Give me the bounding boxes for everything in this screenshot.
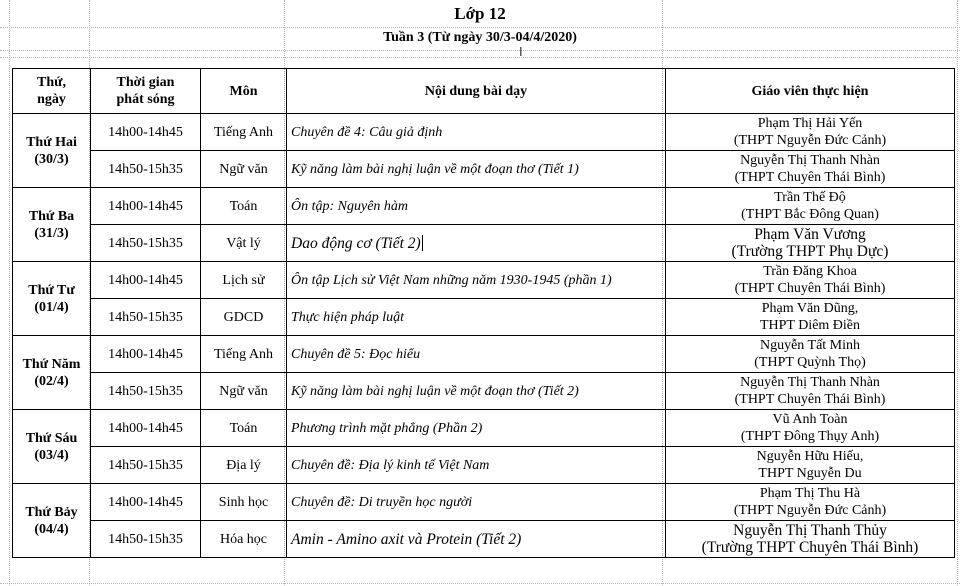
- time-cell: 14h50-15h35: [91, 151, 201, 188]
- teacher-school: (THPT Nguyễn Đức Cảnh): [733, 133, 887, 148]
- subject-cell: Toán: [201, 410, 287, 447]
- time-cell: 14h50-15h35: [91, 373, 201, 410]
- teacher-cell: [666, 188, 955, 225]
- day-date: (02/4): [34, 373, 69, 389]
- time-cell: 14h00-14h45: [91, 114, 201, 151]
- column-header-day-line: Thứ,: [36, 75, 67, 90]
- time-cell: 14h00-14h45: [91, 484, 201, 521]
- teacher-cell: [666, 151, 955, 188]
- subject-cell: Tiếng Anh: [201, 336, 287, 373]
- teacher-school: (THPT Nguyễn Đức Cảnh): [733, 503, 887, 518]
- content-cell[interactable]: [287, 225, 666, 262]
- time-cell: 14h00-14h45: [91, 262, 201, 299]
- gridline-vertical: [957, 0, 958, 586]
- day-name: Thứ Bảy: [25, 504, 78, 520]
- class-title: Lớp 12: [454, 4, 506, 23]
- day-name: Thứ Tư: [28, 282, 75, 298]
- teacher-school: THPT Diêm Điền: [759, 318, 861, 333]
- teacher-school: THPT Nguyễn Du: [758, 466, 862, 481]
- subject-cell: GDCD: [201, 299, 287, 336]
- day-cell: [13, 484, 91, 558]
- table-row: [13, 299, 955, 336]
- gridline-vertical: [9, 0, 10, 586]
- subject-cell: Ngữ văn: [201, 373, 287, 410]
- gridline-horizontal: [0, 27, 960, 28]
- day-cell: [13, 336, 91, 410]
- day-date: (04/4): [34, 521, 69, 537]
- content-cell: Chuyên đề 5: Đọc hiểu: [287, 336, 666, 373]
- subject-cell: Ngữ văn: [201, 151, 287, 188]
- teacher-school: (THPT Chuyên Thái Bình): [734, 281, 886, 296]
- time-cell: 14h00-14h45: [91, 336, 201, 373]
- day-cell: [13, 410, 91, 484]
- time-cell: 14h50-15h35: [91, 225, 201, 262]
- subject-cell: Vật lý: [201, 225, 287, 262]
- table-row: [13, 521, 955, 558]
- teacher-school: (THPT Bắc Đông Quan): [741, 207, 879, 222]
- column-header-time-line: Thời gian: [116, 75, 175, 90]
- content-cell: Chuyên đề 4: Câu giả định: [287, 114, 666, 151]
- teacher-cell: [666, 225, 955, 262]
- time-cell: 14h50-15h35: [91, 447, 201, 484]
- teacher-cell: [666, 114, 955, 151]
- content-cell: Ôn tập Lịch sử Việt Nam những năm 1930-1945 (phần 1): [287, 262, 666, 299]
- content-cell: Chuyên đề: Địa lý kinh tế Việt Nam: [287, 447, 666, 484]
- teacher-cell: [666, 447, 955, 484]
- day-cell: [13, 114, 91, 188]
- content-cell: Amin - Amino axit và Protein (Tiết 2): [287, 521, 666, 558]
- teacher-name: Nguyễn Hữu Hiếu,: [756, 449, 864, 464]
- day-date: (01/4): [34, 299, 69, 315]
- subject-cell: Sinh học: [201, 484, 287, 521]
- teacher-school: (Trường THPT Phụ Dực): [731, 243, 889, 260]
- day-cell: [13, 188, 91, 262]
- day-date: (31/3): [34, 225, 69, 241]
- column-header-teacher: Giáo viên thực hiện: [666, 69, 955, 114]
- teacher-cell: [666, 262, 955, 299]
- teacher-name: Trần Thế Độ: [774, 190, 846, 205]
- schedule-table: [12, 68, 955, 558]
- subject-cell: Tiếng Anh: [201, 114, 287, 151]
- teacher-cell: [666, 521, 955, 558]
- teacher-school: (THPT Quỳnh Thọ): [754, 355, 866, 370]
- content-text: Dao động cơ (Tiết 2): [291, 234, 421, 252]
- day-cell: [13, 262, 91, 336]
- content-cell: Phương trình mặt phẳng (Phần 2): [287, 410, 666, 447]
- column-header-day-line: ngày: [37, 92, 66, 107]
- table-row: [13, 484, 955, 521]
- content-cell: Thực hiện pháp luật: [287, 299, 666, 336]
- content-cell: Kỹ năng làm bài nghị luận về một đoạn thơ (Tiết 1): [287, 151, 666, 188]
- week-title: Tuần 3 (Từ ngày 30/3-04/4/2020): [383, 30, 577, 45]
- subject-cell: Toán: [201, 188, 287, 225]
- teacher-name: Nguyễn Thị Thanh Thủy: [733, 522, 887, 539]
- table-row: [13, 373, 955, 410]
- time-cell: 14h00-14h45: [91, 188, 201, 225]
- subject-cell: Địa lý: [201, 447, 287, 484]
- table-row: [13, 410, 955, 447]
- teacher-cell: [666, 484, 955, 521]
- teacher-name: Phạm Thị Hải Yến: [757, 116, 863, 131]
- day-date: (03/4): [34, 447, 69, 463]
- teacher-name: Nguyễn Tất Minh: [759, 338, 861, 353]
- day-date: (30/3): [34, 151, 69, 167]
- teacher-cell: [666, 336, 955, 373]
- content-cell: Kỹ năng làm bài nghị luận về một đoạn thơ (Tiết 2): [287, 373, 666, 410]
- subject-cell: Hóa học: [201, 521, 287, 558]
- time-cell: 14h00-14h45: [91, 410, 201, 447]
- day-name: Thứ Năm: [22, 356, 81, 372]
- time-cell: 14h50-15h35: [91, 299, 201, 336]
- table-header-row: [13, 69, 955, 114]
- teacher-name: Vũ Anh Toàn: [772, 412, 848, 427]
- teacher-name: Nguyễn Thị Thanh Nhàn: [740, 153, 880, 168]
- day-name: Thứ Hai: [26, 134, 77, 150]
- gridline-horizontal: [0, 57, 960, 58]
- teacher-name: Trần Đăng Khoa: [763, 264, 857, 279]
- teacher-name: Phạm Thị Thu Hà: [759, 486, 861, 501]
- day-name: Thứ Ba: [28, 208, 75, 224]
- column-header-content: Nội dung bài dạy: [287, 69, 666, 114]
- teacher-school: (Trường THPT Chuyên Thái Bình): [701, 539, 919, 556]
- table-row: [13, 225, 955, 262]
- table-row: [13, 114, 955, 151]
- column-header-day: [13, 69, 91, 114]
- table-row: [13, 336, 955, 373]
- column-header-time-line: phát sóng: [116, 92, 175, 107]
- table-row: [13, 447, 955, 484]
- column-header-time: [91, 69, 201, 114]
- text-cursor-icon: Ι: [519, 44, 523, 59]
- table-row: [13, 151, 955, 188]
- teacher-name: Nguyễn Thị Thanh Nhàn: [740, 375, 880, 390]
- subject-cell: Lịch sử: [201, 262, 287, 299]
- text-caret: [422, 235, 423, 251]
- day-name: Thứ Sáu: [25, 430, 78, 446]
- teacher-cell: [666, 373, 955, 410]
- gridline-horizontal: [0, 50, 960, 51]
- teacher-name: Phạm Văn Dũng,: [761, 301, 859, 316]
- teacher-school: (THPT Đông Thụy Anh): [740, 429, 880, 444]
- teacher-school: (THPT Chuyên Thái Bình): [734, 170, 886, 185]
- teacher-name: Phạm Văn Vương: [754, 226, 866, 243]
- content-cell: Chuyên đề: Di truyền học người: [287, 484, 666, 521]
- table-row: [13, 262, 955, 299]
- table-row: [13, 188, 955, 225]
- teacher-school: (THPT Chuyên Thái Bình): [734, 392, 886, 407]
- teacher-cell: [666, 299, 955, 336]
- teacher-cell: [666, 410, 955, 447]
- time-cell: 14h50-15h35: [91, 521, 201, 558]
- column-header-subject: Môn: [201, 69, 287, 114]
- gridline-horizontal: [0, 583, 960, 584]
- content-cell: Ôn tập: Nguyên hàm: [287, 188, 666, 225]
